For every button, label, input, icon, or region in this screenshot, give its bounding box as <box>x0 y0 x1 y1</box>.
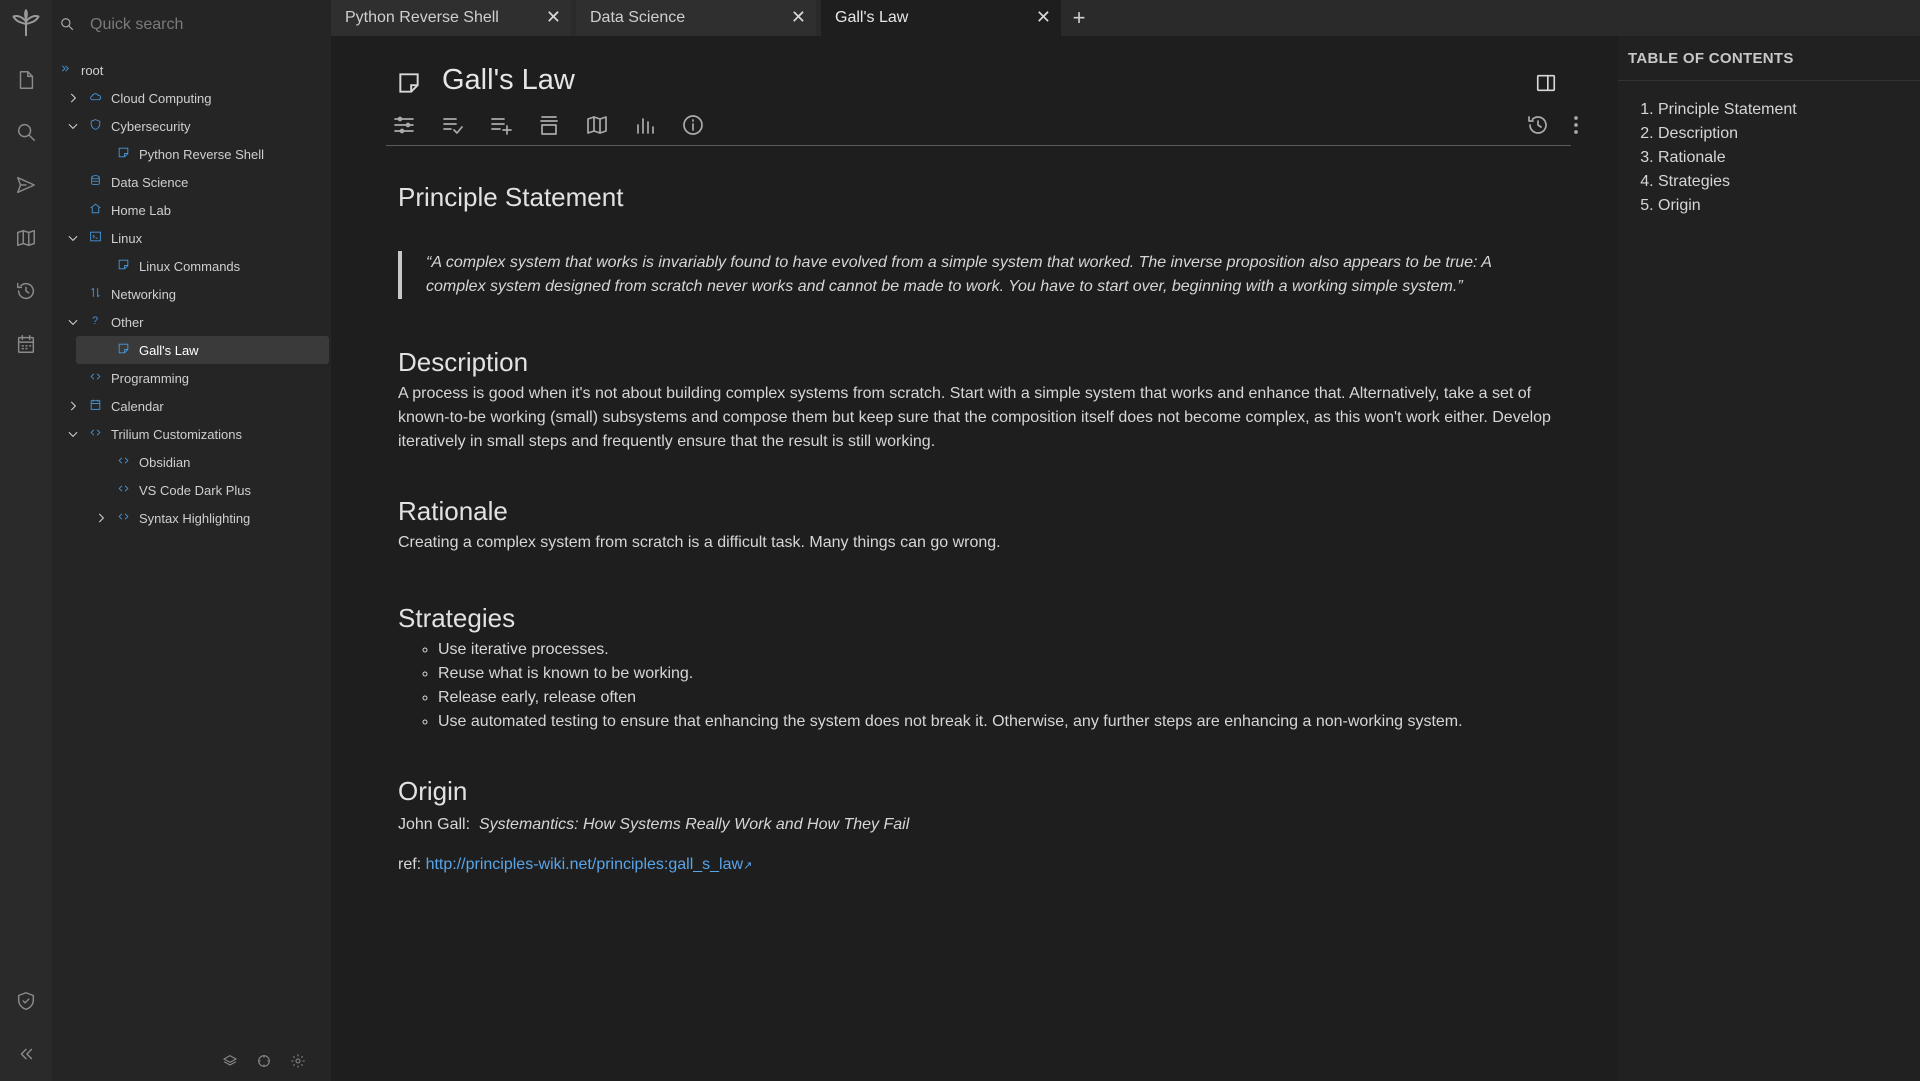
protected-session-icon[interactable] <box>0 981 52 1021</box>
recent-changes-icon[interactable] <box>0 271 52 311</box>
ref-label: ref: <box>398 856 422 873</box>
tree-item-linux[interactable] <box>52 224 331 252</box>
tree-item-data-science[interactable] <box>52 168 331 196</box>
tree-item-label: Linux <box>111 231 143 246</box>
calendar-icon <box>88 398 102 412</box>
tree-item-label: Data Science <box>111 175 189 190</box>
close-icon[interactable]: ✕ <box>790 7 806 27</box>
quick-search-input[interactable] <box>90 12 320 38</box>
tree-item-label: Cloud Computing <box>111 91 212 106</box>
code-icon <box>116 510 130 524</box>
tree-item-label: Linux Commands <box>139 259 241 274</box>
tree-item-trilium-customizations[interactable] <box>52 420 331 448</box>
tree-item-vs-code-dark-plus[interactable] <box>52 476 331 504</box>
origin-author: John Gall: <box>398 816 471 833</box>
tree-item-programming[interactable] <box>52 364 331 392</box>
note-title-row <box>386 62 1576 102</box>
origin-citation <box>398 813 1578 837</box>
note-tree-sidebar <box>52 0 331 1081</box>
tab-label: Data Science <box>590 9 686 26</box>
chevron-right-icon[interactable] <box>94 511 108 525</box>
code-icon <box>116 454 130 468</box>
list-item: ◦ Reuse what is known to be working. <box>438 662 1578 686</box>
note-options-icon[interactable] <box>392 113 418 139</box>
heading-strategies: Strategies <box>398 603 516 633</box>
note-tree <box>52 56 331 532</box>
tree-item-label: Gall's Law <box>139 343 199 358</box>
sync-status-icon[interactable] <box>256 1053 274 1071</box>
origin-reference <box>398 853 1578 878</box>
code-icon <box>88 426 102 440</box>
playlist-add-icon[interactable] <box>489 113 515 139</box>
new-tab-button[interactable]: + <box>1072 5 1086 30</box>
code-icon <box>116 482 130 496</box>
description-text: A process is good when it's not about building complex systems from scratch. Start with a simple system that works and enhance that. Alternatively, take a set of known-to-be working (small) subsystems and compose them but keep sure that the composition itself does not become complex, as this won't work either. Develop iteratively in small steps and frequently ensure that the result is still working. <box>398 385 1551 450</box>
tab-label: Gall's Law <box>835 9 909 26</box>
heading-origin: Origin <box>398 776 468 806</box>
more-menu-icon[interactable] <box>1564 113 1590 139</box>
tree-item-cloud-computing[interactable] <box>52 84 331 112</box>
tree-item-label: Networking <box>111 287 177 302</box>
new-note-icon[interactable] <box>0 60 52 100</box>
strategies-list <box>398 638 1578 734</box>
tree-item-linux-commands[interactable] <box>52 252 331 280</box>
tree-item-calendar[interactable] <box>52 392 331 420</box>
tree-item-label: Other <box>111 315 144 330</box>
tab-label: Python Reverse Shell <box>345 9 499 26</box>
tree-item-label: VS Code Dark Plus <box>139 483 251 498</box>
tree-item-home-lab[interactable] <box>52 196 331 224</box>
tree-item-label: Obsidian <box>139 455 191 470</box>
note-type-icon <box>396 70 422 96</box>
map-icon[interactable] <box>0 218 52 258</box>
code-icon <box>88 370 102 384</box>
tab-galls-law[interactable] <box>821 0 1061 36</box>
tree-item-label: Trilium Customizations <box>111 427 242 442</box>
collapse-icon[interactable] <box>0 1034 52 1074</box>
close-icon[interactable]: ✕ <box>545 7 561 27</box>
tab-bar <box>331 0 1920 36</box>
sidebar-footer <box>52 1041 331 1081</box>
tree-item-cybersecurity[interactable] <box>52 112 331 140</box>
reference-link-text: http://principles-wiki.net/principles:gall_s_law <box>425 856 744 873</box>
principle-quote: “A complex system that works is invariably found to have evolved from a simple system that worked. The inverse proposition also appears to be true: A complex system designed from scratch never works and cannot be made to work. You have to start over, beginning with a working simple system.” <box>398 251 1518 299</box>
search-icon[interactable] <box>0 112 52 152</box>
heading-principle-statement: Principle Statement <box>398 182 624 212</box>
calendar-icon[interactable] <box>0 324 52 364</box>
chevron-right-icon[interactable] <box>66 91 80 105</box>
tree-item-label: Cybersecurity <box>111 119 191 134</box>
search-icon <box>60 17 74 31</box>
tree-item-obsidian[interactable] <box>52 448 331 476</box>
jump-to-icon[interactable] <box>0 165 52 205</box>
arrows-icon <box>88 286 102 300</box>
database-icon <box>88 174 102 188</box>
chevron-down-icon[interactable] <box>66 119 80 133</box>
terminal-icon <box>88 230 102 244</box>
tree-item-python-reverse-shell[interactable] <box>52 140 331 168</box>
note-icon <box>116 258 130 272</box>
tree-item-label: Programming <box>111 371 190 386</box>
tree-item-root[interactable] <box>52 56 331 84</box>
toc-list <box>1640 98 1797 218</box>
note-map-icon[interactable] <box>585 113 611 139</box>
heading-rationale: Rationale <box>398 496 508 526</box>
tree-item-label: Syntax Highlighting <box>139 511 251 526</box>
tree-item-label: Python Reverse Shell <box>139 147 265 162</box>
toc-item[interactable]: 2. Description <box>1658 122 1797 146</box>
tree-item-networking[interactable] <box>52 280 331 308</box>
origin-book: Systemantics: How Systems Really Work and How They Fail <box>478 816 910 833</box>
tree-item-label: Home Lab <box>111 203 171 218</box>
trilium-logo-icon[interactable] <box>0 4 52 44</box>
note-detail <box>331 36 1618 1081</box>
edit-list-icon[interactable] <box>441 113 467 139</box>
toc-item[interactable]: 3. Rationale <box>1658 146 1797 170</box>
shield-icon <box>88 118 102 132</box>
note-icon <box>116 342 130 356</box>
gear-icon[interactable] <box>290 1053 308 1071</box>
tree-item-syntax-highlighting[interactable] <box>52 504 331 532</box>
archive-icon[interactable] <box>537 113 563 139</box>
tree-item-gall-s-law[interactable] <box>76 336 329 364</box>
tree-item-label: root <box>81 63 104 78</box>
heading-description: Description <box>398 347 529 377</box>
double-chevron-icon <box>58 62 72 76</box>
tab-data-science[interactable] <box>576 0 816 36</box>
tab-python-reverse-shell[interactable] <box>331 0 571 36</box>
bar-chart-icon[interactable] <box>633 113 659 139</box>
chevron-down-icon[interactable] <box>66 315 80 329</box>
toc-item[interactable]: 1. Principle Statement <box>1658 98 1797 122</box>
chevron-down-icon[interactable] <box>66 231 80 245</box>
launcher-bar <box>0 0 52 1081</box>
list-item: ◦ Use automated testing to ensure that enhancing the system does not break it. Otherwise, any further steps are enhancing a non-working system. <box>438 710 1578 734</box>
toc-item[interactable]: 4. Strategies <box>1658 170 1797 194</box>
external-link-icon: ↗ <box>743 860 753 872</box>
chevron-down-icon[interactable] <box>66 427 80 441</box>
rationale-text: Creating a complex system from scratch is a difficult task. Many things can go wrong. <box>398 534 1001 551</box>
note-title[interactable]: Gall's Law <box>442 64 575 96</box>
close-icon[interactable]: ✕ <box>1035 7 1051 27</box>
cloud-icon <box>88 90 102 104</box>
chevron-right-icon[interactable] <box>66 399 80 413</box>
table-of-contents-pane <box>1618 36 1920 1081</box>
tree-item-other[interactable] <box>52 308 331 336</box>
info-icon[interactable] <box>681 113 707 139</box>
note-icon <box>116 146 130 160</box>
layers-icon[interactable] <box>222 1053 240 1071</box>
note-content[interactable] <box>398 156 1578 878</box>
toc-item[interactable]: 5. Origin <box>1658 194 1797 218</box>
note-toolbar <box>386 108 1571 146</box>
list-item: ◦ Use iterative processes. <box>438 638 1578 662</box>
history-icon[interactable] <box>1526 113 1552 139</box>
right-pane-toggle-icon[interactable] <box>1535 72 1557 94</box>
reference-link[interactable] <box>426 856 753 873</box>
tree-item-label: Calendar <box>111 399 164 414</box>
quick-search <box>52 0 331 50</box>
home-icon <box>88 202 102 216</box>
list-item: ◦ Release early, release often <box>438 686 1578 710</box>
question-icon: ? <box>91 315 99 327</box>
toc-title: TABLE OF CONTENTS <box>1628 50 1794 67</box>
divider <box>1618 80 1920 81</box>
